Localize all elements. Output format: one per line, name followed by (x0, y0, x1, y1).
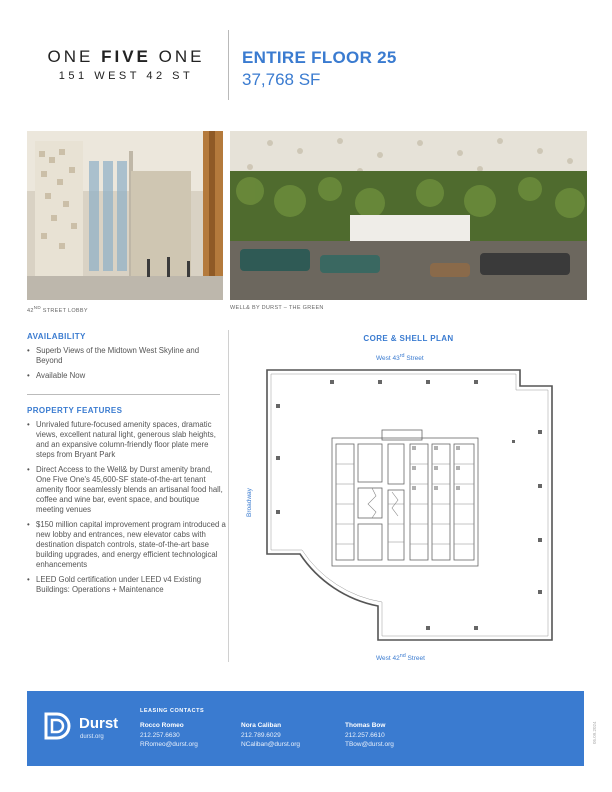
contact-name: Thomas Bow (345, 722, 386, 729)
header-divider (228, 30, 229, 100)
list-item: • Direct Access to the Well& by Durst amenity brand, One Five One's 45,600-SF state-of-the-art tenant amenity floor seamlessly blends an artisanal food hall, coffee and wine bar, event space, and boutique meeting venues (27, 465, 227, 515)
availability-heading: AVAILABILITY (27, 332, 86, 341)
logo-url[interactable]: durst.org (80, 734, 104, 740)
contact-card (140, 721, 198, 750)
floor-area: 37,768 SF (242, 70, 321, 89)
availability-list (27, 346, 227, 386)
list-item: • Unrivaled future-focused amenity spaces, dramatic views, excellent natural light, generous slab heights, and an expansive column-friendly floor plate mere steps from Bryant Park (27, 420, 227, 460)
leasing-contacts-heading: LEASING CONTACTS (140, 708, 205, 714)
list-item: • LEED Gold certification under LEED v4 Existing Buildings: Operations + Maintenance (27, 575, 227, 595)
contact-card (345, 721, 394, 750)
list-item: • Available Now (27, 371, 227, 381)
lobby-caption: 42ND STREET LOBBY (27, 305, 88, 314)
features-heading: PROPERTY FEATURES (27, 406, 123, 415)
floor-plan (262, 364, 568, 646)
lobby-photo (27, 131, 223, 300)
amenity-photo (230, 131, 587, 300)
contact-name: Nora Caliban (241, 722, 282, 729)
south-street-label: West 42nd Street (376, 653, 425, 663)
contact-email[interactable]: RRomeo@durst.org (140, 741, 198, 748)
contact-name: Rocco Romeo (140, 722, 184, 729)
column-divider (228, 330, 229, 662)
logo-wordmark: Durst (79, 715, 119, 732)
durst-logo-icon (43, 711, 73, 741)
amenity-caption: WELL& BY DURST – THE GREEN (230, 305, 324, 311)
contact-phone[interactable]: 212.257.6610 (345, 731, 385, 739)
contact-email[interactable]: TBow@durst.org (345, 741, 394, 748)
section-divider (27, 394, 220, 395)
floor-title: ENTIRE FLOOR 25 (242, 48, 397, 67)
plan-title: CORE & SHELL PLAN (363, 334, 454, 343)
list-item: • Superb Views of the Midtown West Skyline and Beyond (27, 346, 227, 366)
building-address: 151 WEST 42 ST (58, 70, 194, 82)
contact-card (241, 721, 300, 750)
footer-banner (27, 691, 584, 766)
features-list (27, 420, 227, 600)
list-item: • $150 million capital improvement program introduced a new lobby and entrances, new elevator cabs with destination dispatch controls, state-of-the-art base building upgrades, and energy efficient technological enhancements (27, 520, 227, 570)
north-street-label: West 43rd Street (376, 353, 424, 363)
contact-phone[interactable]: 212.257.6630 (140, 731, 180, 739)
document-code: 05.09.2024 (592, 721, 597, 744)
contact-phone[interactable]: 212.789.6029 (241, 731, 281, 739)
contact-email[interactable]: NCaliban@durst.org (241, 741, 300, 748)
west-street-label: Broadway (246, 488, 253, 517)
building-name: ONE FIVE ONE (47, 47, 205, 66)
